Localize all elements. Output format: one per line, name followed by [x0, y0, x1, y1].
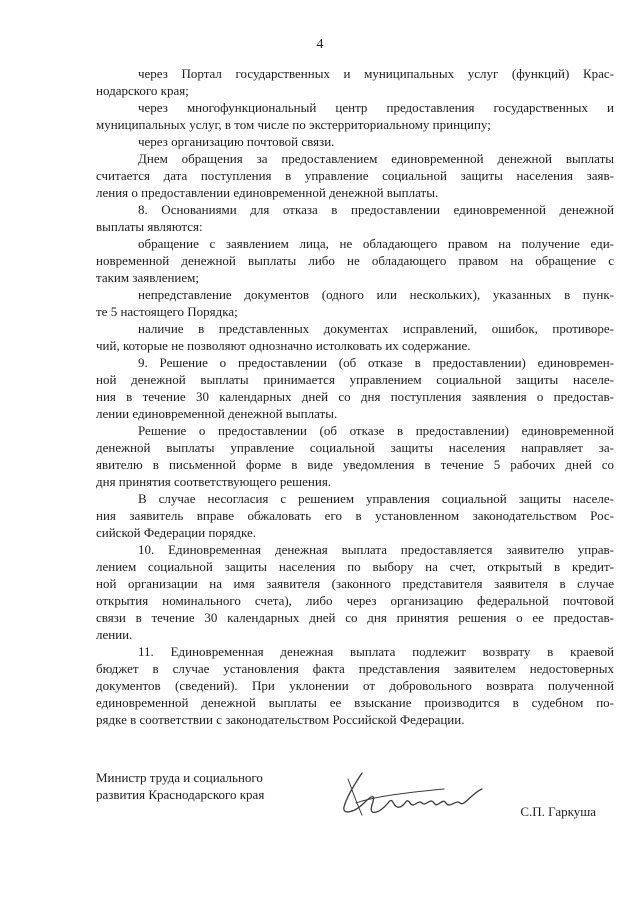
text-line: ния заявитель вправе обжаловать его в установленном законодательством Рос-	[96, 508, 614, 523]
signer-title-line: Министр труда и социального	[96, 770, 263, 785]
text-line: связи в течение 30 календарных дней со дня принятия решения о ее предостав-	[96, 610, 614, 625]
text-line: бюджет в случае установления факта представления заявителем недостоверных	[96, 661, 614, 676]
text-line: единовременной денежной выплаты ее взыскание производится в судебном по-	[96, 695, 614, 710]
text-line: считается дата поступления в управление социальной защиты населения заяв-	[96, 168, 614, 183]
signature-block	[96, 769, 614, 829]
text-line: В случае несогласия с решением управления социальной защиты населе-	[138, 491, 614, 506]
handwritten-signature	[332, 763, 502, 827]
text-line: обращение с заявлением лица, не обладающего правом на получение еди-	[138, 236, 614, 251]
text-line: 8. Основаниями для отказа в предоставлении единовременной денежной	[138, 202, 614, 217]
signer-title-line: развития Краснодарского края	[96, 787, 265, 802]
text-line: нодарского края;	[96, 83, 189, 98]
text-line: Днем обращения за предоставлением единовременной денежной выплаты	[138, 151, 614, 166]
text-line: ления о предоставлении единовременной денежной выплаты.	[96, 185, 439, 200]
text-line: лении единовременной денежной выплаты.	[96, 406, 338, 421]
text-line: выплаты являются:	[96, 219, 203, 234]
text-line: 11. Единовременная денежная выплата подлежит возврату в краевой	[138, 644, 614, 659]
text-line: через многофункциональный центр предоставления государственных и	[138, 100, 614, 115]
text-line: муниципальных услуг, в том числе по экстерриториальному принципу;	[96, 117, 491, 132]
text-line: новременной денежной выплаты либо не обладающего правом на обращение с	[96, 253, 614, 268]
text-line: чий, которые не позволяют однозначно истолковать их содержание.	[96, 338, 471, 353]
text-line: те 5 настоящего Порядка;	[96, 304, 238, 319]
text-line: документов (сведений). При уклонении от добровольного возврата полученной	[96, 678, 614, 693]
text-line: 9. Решение о предоставлении (об отказе в предоставлении) единовремен-	[138, 355, 614, 370]
text-line: лении.	[96, 627, 133, 642]
signer-title	[96, 769, 264, 803]
text-line: сийской Федерации порядке.	[96, 525, 257, 540]
text-line: явителю в письменной форме в виде уведомления в течение 5 рабочих дней со	[96, 457, 614, 472]
page-number: 4	[316, 37, 324, 52]
text-line: ния в течение 30 календарных дней со дня поступления заявления о предостав-	[96, 389, 614, 404]
text-line: денежной выплаты управление социальной защиты населения направляет за-	[96, 440, 614, 455]
text-line: ной организации на имя заявителя (законного представителя заявителя в случае	[96, 576, 614, 591]
text-line: через организацию почтовой связи.	[138, 134, 335, 149]
text-line: Решение о предоставлении (об отказе в предоставлении) единовременной	[138, 423, 614, 438]
text-line: открытия номинального счета), либо через организацию федеральной почтовой	[96, 593, 614, 608]
text-line: через Портал государственных и муниципальных услуг (функций) Крас-	[138, 66, 614, 81]
text-line: дня принятия соответствующего решения.	[96, 474, 332, 489]
body-text	[96, 65, 614, 728]
text-line: непредставление документов (одного или нескольких), указанных в пунк-	[138, 287, 614, 302]
text-line: таким заявлением;	[96, 270, 199, 285]
text-line: 10. Единовременная денежная выплата предоставляется заявителю управ-	[138, 542, 614, 557]
text-line: лением социальной защиты населения по выбору на счет, открытый в кредит-	[96, 559, 614, 574]
signer-name: С.П. Гаркуша	[520, 804, 596, 819]
text-line: ной денежной выплаты принимается управлением социальной защиты населе-	[96, 372, 614, 387]
text-line: рядке в соответствии с законодательством Российской Федерации.	[96, 712, 465, 727]
text-line: наличие в представленных документах исправлений, ошибок, противоре-	[138, 321, 614, 336]
